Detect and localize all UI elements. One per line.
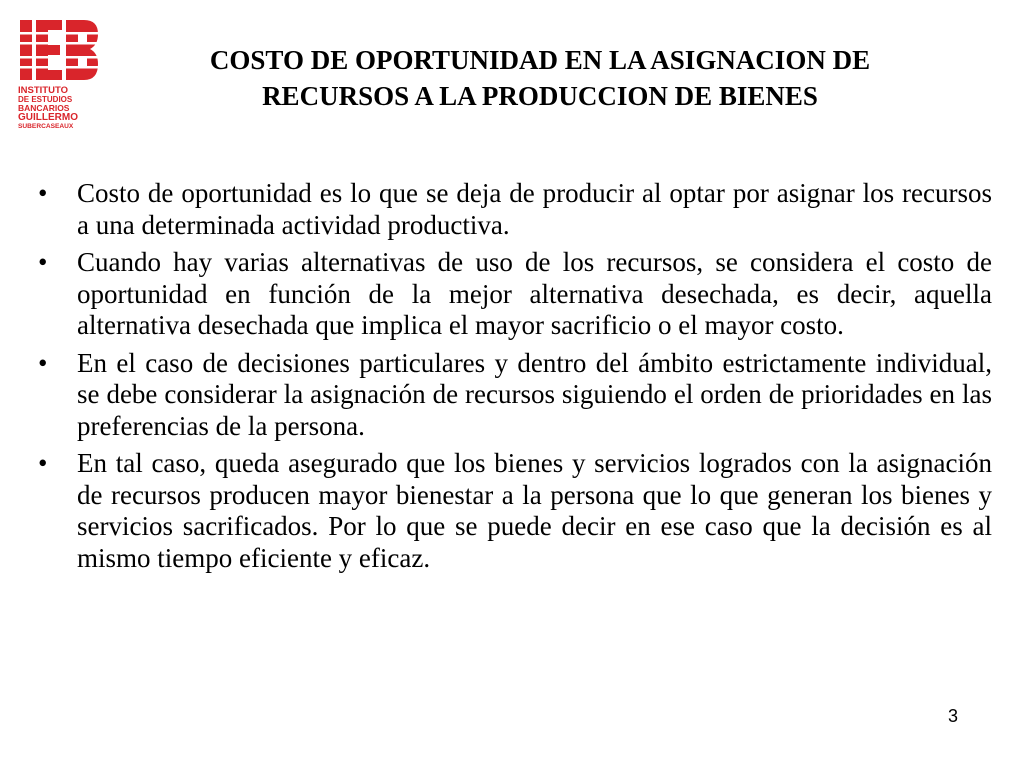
bullet-item	[38, 247, 992, 342]
institute-logo	[18, 18, 100, 131]
bullet-text: En tal caso, queda asegurado que los bienes y servicios logrados con la asignación de recursos producen mayor bienestar a la persona que lo que generan los bienes y servicios sacrificados. Por lo que se puede decir en ese caso que la decisión es al mismo tiempo eficiente y eficaz.	[77, 448, 992, 573]
logo-wordmark	[18, 86, 100, 131]
bullet-dot-icon: •	[38, 247, 48, 277]
bullet-text: Cuando hay varias alternativas de uso de los recursos, se considera el costo de oportunidad en función de la mejor alternativa desechada, es decir, aquella alternativa desechada que implica el mayor sacrificio o el mayor costo.	[77, 247, 992, 340]
slide-title	[110, 42, 970, 114]
bullet-dot-icon: •	[38, 347, 48, 378]
slide-title-line-2: RECURSOS A LA PRODUCCION DE BIENES	[262, 81, 818, 111]
bullet-text: En el caso de decisiones particulares y dentro del ámbito estrictamente individual, se debe considerar la asignación de recursos siguiendo el orden de prioridades en las preferencias de la persona.	[77, 347, 992, 441]
logo-line: GUILLERMO	[18, 112, 78, 123]
slide-title-line-1: COSTO DE OPORTUNIDAD EN LA ASIGNACION DE	[209, 45, 871, 75]
logo-line: SUBERCASEAUX	[18, 123, 74, 130]
bullet-text: Costo de oportunidad es lo que se deja de producir al optar por asignar los recursos a una determinada actividad productiva.	[77, 178, 992, 240]
ieb-logo-mark-icon	[18, 18, 100, 82]
logo-line: BANCARIOS	[18, 103, 70, 113]
bullet-dot-icon: •	[38, 448, 48, 478]
logo-line: DE ESTUDIOS	[18, 95, 73, 104]
logo-line: INSTITUTO	[18, 85, 68, 96]
bullet-item	[38, 178, 992, 241]
bullet-list	[38, 178, 992, 580]
bullet-item	[38, 348, 992, 443]
bullet-dot-icon: •	[38, 178, 48, 208]
page-number: 3	[948, 706, 959, 726]
bullet-item	[38, 448, 992, 574]
